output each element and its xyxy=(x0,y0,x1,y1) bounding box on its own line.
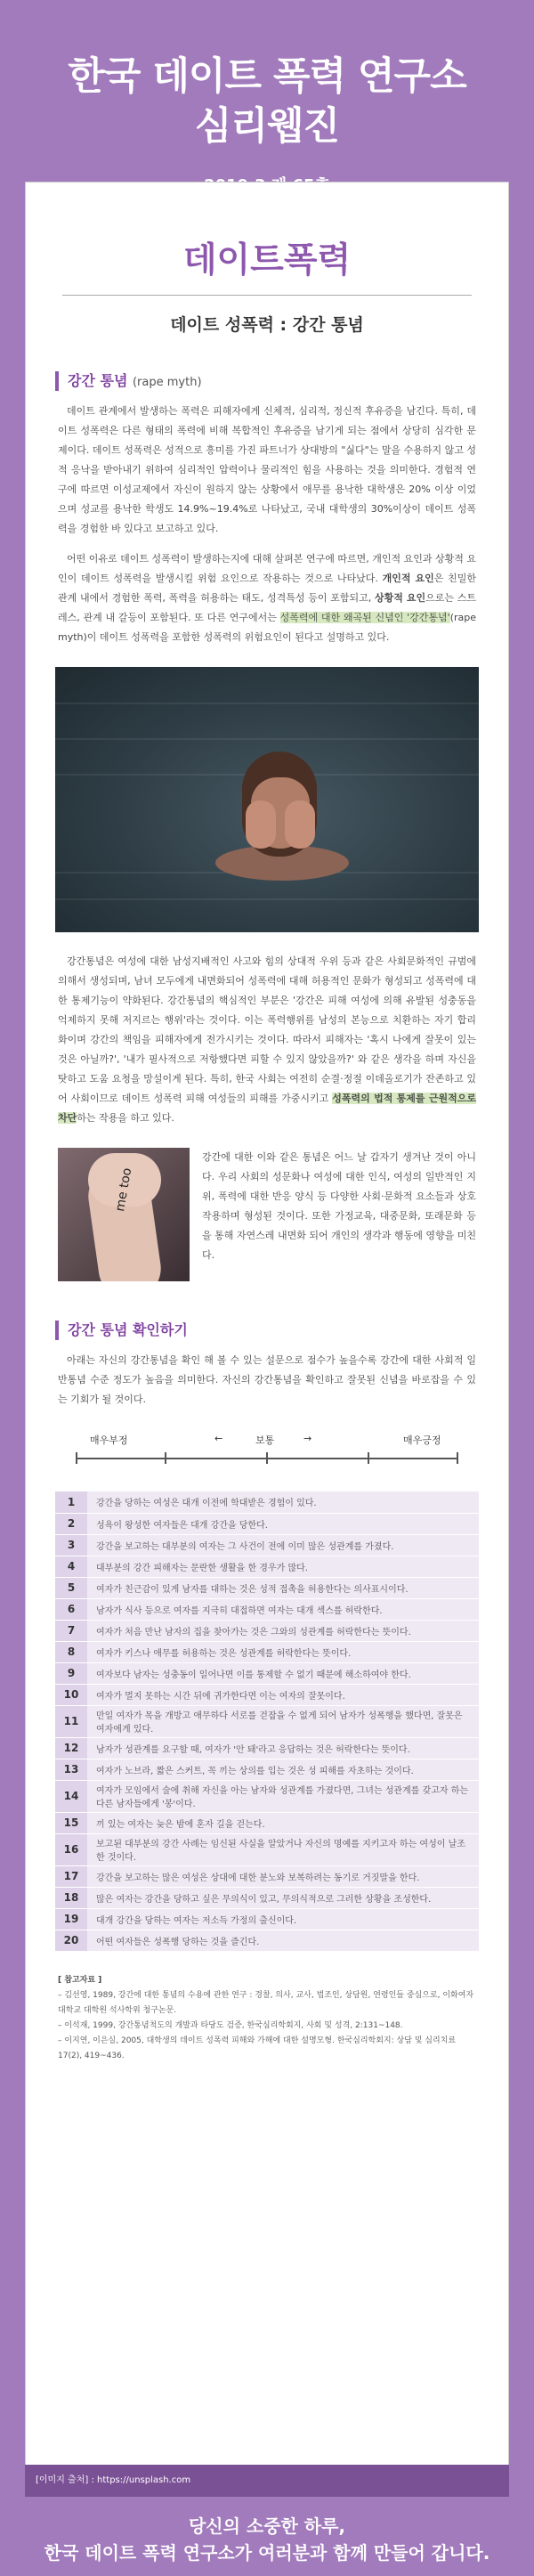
survey-intro: 아래는 자신의 강간통념을 확인 해 볼 수 있는 설문으로 점수가 높을수록 강간에 대한 사회적 일반통념 수준 정도가 높음을 의미한다. 자신의 강간통념을 확인하고 잘못된 신념을 바로잡을 수 있는 기회가 될 것이다. xyxy=(58,1354,476,1405)
survey-row-statement: 대부분의 강간 피해자는 문란한 생활을 한 경우가 많다. xyxy=(87,1556,479,1577)
survey-row-statement: 남자가 식사 등으로 여자를 지극히 대접하면 여자는 대개 섹스를 허락한다. xyxy=(87,1598,479,1620)
survey-row-number: 3 xyxy=(55,1534,87,1556)
paragraph-3 xyxy=(58,952,476,1128)
scale-tick xyxy=(76,1452,77,1464)
survey-row xyxy=(55,1641,479,1662)
survey-row xyxy=(55,1930,479,1951)
survey-row-number: 20 xyxy=(55,1930,87,1951)
survey-row-statement: 강간을 보고하는 많은 여성은 상대에 대한 분노와 보복하려는 동기로 거짓말을 한다. xyxy=(87,1865,479,1887)
woman-in-water-photo xyxy=(55,667,479,932)
references xyxy=(58,1973,476,2064)
survey-row xyxy=(55,1598,479,1620)
survey-row-statement: 어떤 여자들은 성폭행 당하는 것을 즐긴다. xyxy=(87,1930,479,1951)
webzine-title-line1: 한국 데이트 폭력 연구소 xyxy=(68,54,466,99)
survey-row-statement: 여자가 노브라, 짧은 스커트, 꼭 끼는 상의를 입는 것은 성 피해를 자초하는 것이다. xyxy=(87,1759,479,1780)
survey-row xyxy=(55,1908,479,1930)
webzine-title-line2: 심리웹진 xyxy=(194,104,340,149)
references-heading: [ 참고자료 ] xyxy=(58,1975,102,1985)
section-heading-text: 강간 통념 xyxy=(68,372,128,389)
survey-row xyxy=(55,1513,479,1534)
webzine-title xyxy=(0,0,534,151)
survey-row-number: 1 xyxy=(55,1491,87,1513)
survey-row-number: 2 xyxy=(55,1513,87,1534)
section-heading-check xyxy=(55,1321,508,1340)
survey-row-number: 19 xyxy=(55,1908,87,1930)
survey-row xyxy=(55,1705,479,1737)
survey-row-number: 7 xyxy=(55,1620,87,1641)
article-card xyxy=(25,182,509,2497)
survey-row-statement: 끼 있는 여자는 늦은 밤에 혼자 길을 걷는다. xyxy=(87,1812,479,1833)
survey-row-number: 12 xyxy=(55,1737,87,1759)
paragraph-2 xyxy=(58,549,476,647)
survey-row xyxy=(55,1662,479,1684)
p2-bold-personal: 개인적 요인 xyxy=(382,573,434,584)
rating-scale xyxy=(58,1433,476,1477)
section-heading-text: 강간 통념 확인하기 xyxy=(68,1321,188,1338)
p3-text: 강간통념은 여성에 대한 남성지배적인 사고와 힘의 상대적 우위 등과 같은 사회문화적인 규범에 의해서 생성되며, 남녀 모두에게 내면화되어 성폭력에 대해 허용적인 문화가 형성되고 성폭력에 대한 통제기능이 약화된다. 강간통념의 핵심적인 부분은 '강간은 피해 여성에 의해 유발된 성충동을 억제하지 못해 저지르는 행위'라는 것이다. 이는 폭력행위를 남성의 본능으로 치환하는 자기 합리화이며 강간의 책임을 피해자에게 전가시키는 것이다. 따라서 피해자는 '혹시 나에게 잘못이 있는 것은 아닐까?', '내가 필사적으로 저항했다면 피할 수 있지 않았을까?' 와 같은 생각을 하며 자신을 탓하고 도움 요청을 망설이게 된다. 특히, 한국 사회는 여전히 순결·정절 이데올로기가 잔존하고 있어 사회이므로 데이트 성폭력 피해 여성들의 피해를 가중시키고 xyxy=(58,955,476,1104)
survey-row-number: 15 xyxy=(55,1812,87,1833)
survey-row-statement: 대개 강간을 당하는 여자는 저소득 가정의 출신이다. xyxy=(87,1908,479,1930)
reference-item: – 김선영, 1989, 강간에 대한 통념의 수용에 관한 연구 : 경찰, 의사, 교사, 법조인, 상담원, 연령인들 중심으로, 이화여자대학교 대학원 석사학위 청구논문. xyxy=(58,1990,474,2015)
survey-row-statement: 여자가 처음 만난 남자의 집을 찾아가는 것은 그와의 성관계를 허락한다는 뜻이다. xyxy=(87,1620,479,1641)
survey-row-statement: 보고된 대부분의 강간 사례는 임신된 사실을 알았거나 자신의 명예를 지키고자 하는 여성이 날조한 것이다. xyxy=(87,1833,479,1865)
survey-row xyxy=(55,1491,479,1513)
survey-row-number: 6 xyxy=(55,1598,87,1620)
footer-line2: 한국 데이트 폭력 연구소가 여러분과 함께 만들어 갑니다. xyxy=(44,2542,490,2564)
p2-text: 으로는 스트레스, 관계 내 갈등이 포함된다. 또 다른 연구에서는 xyxy=(58,592,476,623)
scale-arrow-left: ← xyxy=(214,1433,223,1444)
survey-row xyxy=(55,1737,479,1759)
survey-row xyxy=(55,1534,479,1556)
survey-row xyxy=(55,1887,479,1908)
p2-highlight: 성폭력에 대한 왜곡된 신념인 '강간통념' xyxy=(279,612,450,623)
survey-row-statement: 여자가 친근감이 있게 남자를 대하는 것은 성적 접촉을 허용한다는 의사표시이다. xyxy=(87,1577,479,1598)
survey-row-number: 5 xyxy=(55,1577,87,1598)
paragraph-1: 데이트 관계에서 발생하는 폭력은 피해자에게 신체적, 심리적, 정신적 후유증을 남긴다. 특히, 데이트 성폭력은 다른 형태의 폭력에 비해 복합적인 후유증을 남기게 되는 점에서 상당히 심각한 문제이다. 데이트 성폭력은 성적으로 흥미를 가진 파트너가 상대방의 "싫다"는 말을 수용하지 않고 성적 응낙을 받아내기 위하여 심리적인 압력이나 물리적인 힘을 사용하는 것을 의미한다. 경험적 연구에 따르면 이성교제에서 자신이 원하지 않는 상황에서 애무를 용낙한 대학생은 20% 이상 이었으며 성교를 용낙한 학생도 14.9%~19.4%로 나타났고, 국내 대학생의 30%이상이 데이트 성폭력을 경험한 바 있다고 보고하고 있다. xyxy=(58,405,476,534)
p2-text: 은 친밀한 관계 내에서 경험한 폭력, 폭력을 허용하는 태도, 성격특성 등이 포함되고, xyxy=(58,573,476,604)
scale-tick xyxy=(368,1452,369,1464)
survey-row xyxy=(55,1684,479,1705)
title-divider xyxy=(62,295,472,296)
survey-row-number: 17 xyxy=(55,1865,87,1887)
survey-row xyxy=(55,1833,479,1865)
survey-row xyxy=(55,1620,479,1641)
survey-row xyxy=(55,1556,479,1577)
survey-row-statement: 강간을 당하는 여성은 대개 이전에 학대받은 경험이 있다. xyxy=(87,1491,479,1513)
paragraph-4: 강간에 대한 이와 같은 통념은 어느 날 갑자기 생겨난 것이 아니다. 우리 사회의 성문화나 여성에 대한 인식, 여성의 일반적인 지위, 폭력에 대한 반응 양식 등 다양한 사회·문화적 요소들과 상호작용하며 형성된 것이다. 또한 가정교육, 대중문화, 또래문화 등을 통해 자연스레 내면화 되어 개인의 생각과 행동에 영향을 미친다. xyxy=(202,1151,476,1261)
scale-label-left: 매우부정 xyxy=(90,1434,128,1446)
survey-row-number: 10 xyxy=(55,1684,87,1705)
survey-row-statement: 만일 여자가 목을 개방고 애무하다 서로를 걷잡을 수 없게 되어 남자가 성폭행을 했다면, 잘못은 여자에게 있다. xyxy=(87,1705,479,1737)
survey-row-statement: 많은 여자는 강간을 당하고 싶은 무의식이 있고, 무의식적으로 그러한 상황을 조성한다. xyxy=(87,1887,479,1908)
survey-row-statement: 여자가 키스나 애무를 허용하는 것은 성관계를 허락한다는 뜻이다. xyxy=(87,1641,479,1662)
p2-text: (rape myth)이 데이트 성폭력을 포함한 성폭력의 위험요인이 된다고 설명하고 있다. xyxy=(58,612,476,643)
metoo-fist-lettering: me too xyxy=(113,1166,135,1213)
metoo-fist-photo xyxy=(58,1148,190,1281)
survey-row-statement: 여자가 모임에서 술에 취해 자신을 아는 남자와 성관계를 가졌다면, 그녀는 성관계를 갖고자 하는 다른 남자들에게 '봉'이다. xyxy=(87,1780,479,1812)
reference-item: – 이지연, 이은실, 2005, 대학생의 데이트 성폭력 피해와 가해에 대한 설명모형. 한국심리학회지: 상담 및 심리치료 17(2), 419~436. xyxy=(58,2036,457,2060)
survey-row xyxy=(55,1865,479,1887)
survey-row-statement: 성욕이 왕성한 여자들은 대개 강간을 당한다. xyxy=(87,1513,479,1534)
scale-label-mid: 보통 xyxy=(255,1434,275,1446)
survey-row-number: 16 xyxy=(55,1833,87,1865)
survey-table xyxy=(55,1491,479,1952)
survey-row-statement: 남자가 성관계를 요구할 때, 여자가 '안 돼'라고 응답하는 것은 허락한다는 뜻이다. xyxy=(87,1737,479,1759)
survey-row xyxy=(55,1577,479,1598)
p2-text: 어떤 이유로 데이트 성폭력이 발생하는지에 대해 살펴본 연구에 따르면, 개인적 요인과 상황적 요인이 데이트 성폭력을 발생시킬 위험 요인으로 작용하는 것으로 나타났다. xyxy=(58,553,476,584)
survey-row xyxy=(55,1812,479,1833)
scale-tick xyxy=(266,1452,268,1464)
survey-row-number: 13 xyxy=(55,1759,87,1780)
survey-row-statement: 여자가 멀지 못하는 시간 뒤에 귀가한다면 이는 여자의 잘못이다. xyxy=(87,1684,479,1705)
p3-text: 하는 작용을 하고 있다. xyxy=(77,1112,174,1124)
article-subtitle: 데이트 성폭력 : 강간 통념 xyxy=(170,315,364,335)
footer-line1: 당신의 소중한 하루, xyxy=(188,2515,346,2537)
scale-tick xyxy=(457,1452,458,1464)
webzine-header xyxy=(0,0,534,180)
survey-row xyxy=(55,1780,479,1812)
article-title: 데이트폭력 xyxy=(182,240,352,280)
image-credit: [이미지 출처] : https://unsplash.com xyxy=(25,2465,509,2497)
survey-row-number: 18 xyxy=(55,1887,87,1908)
survey-row-number: 9 xyxy=(55,1662,87,1684)
survey-row-number: 8 xyxy=(55,1641,87,1662)
survey-row xyxy=(55,1759,479,1780)
p2-bold-situational: 상황적 요인 xyxy=(374,592,426,604)
survey-row-statement: 강간을 보고하는 대부분의 여자는 그 사건이 전에 이미 많은 성관계를 가졌다. xyxy=(87,1534,479,1556)
scale-tick xyxy=(165,1452,166,1464)
p3-highlight: 성폭력의 법적 통제를 근원적으로 차단 xyxy=(58,1093,476,1124)
reference-item: – 이석재, 1999, 강간통념척도의 개발과 타당도 검증, 한국심리학회지, 사회 및 성격, 2:131~148. xyxy=(58,2020,403,2030)
section-heading-sub: (rape myth) xyxy=(132,376,202,389)
survey-row-number: 14 xyxy=(55,1780,87,1812)
section-heading-rape-myth xyxy=(55,371,508,391)
survey-row-number: 4 xyxy=(55,1556,87,1577)
footer-message xyxy=(0,2513,534,2566)
scale-arrow-right: → xyxy=(303,1433,312,1444)
survey-row-number: 11 xyxy=(55,1705,87,1737)
fist-photo-row xyxy=(58,1148,476,1281)
survey-row-statement: 여자보다 남자는 성충동이 일어나면 이를 통제할 수 없기 때문에 해소하여야 한다. xyxy=(87,1662,479,1684)
scale-label-right: 매우긍정 xyxy=(403,1434,441,1446)
